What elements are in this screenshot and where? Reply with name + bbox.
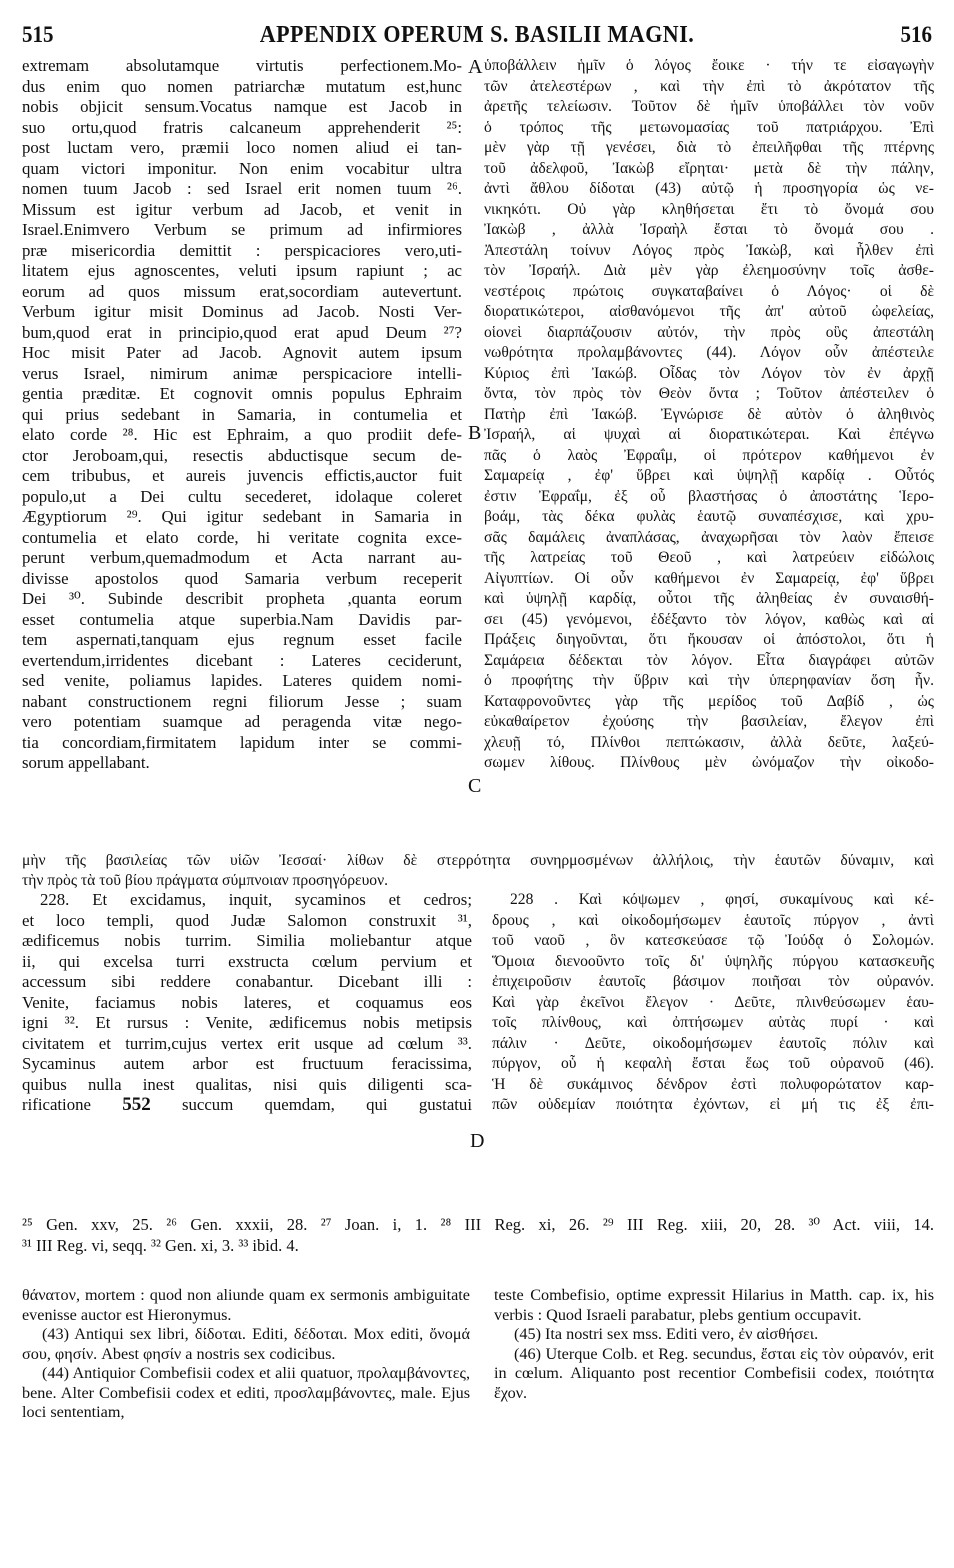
latin-line: Sycaminus autem arbor est fructuum feracissima, — [22, 1054, 472, 1073]
margin-letter-a: A — [468, 56, 483, 78]
greek-line: Πατὴρ ἐπὶ Ἰακώβ. Ἐγνώρισε δὲ αὐτὸν ὁ ἀληθινὸς — [484, 405, 934, 423]
latin-line: esset contumelia atque superbia.Nam Davidis par- — [22, 609, 462, 629]
latin-line: cem tribubus, et aureis juvencis effictis,auctor fuit — [22, 466, 462, 485]
greek-line: τοῦ ναοῦ , ὃν κατεσκεύασε τῷ Ἰούδᾳ ὁ Σολομών. — [492, 932, 934, 949]
greek-line: ὁ προφήτης τὴν ὕβριν καὶ τὴν ὑπερηφανίαν ὅση ἦν. — [484, 672, 934, 689]
greek-line: ἀρετῆς τελείωσιν. Τοῦτον δὲ ἡμῖν ὑποβάλλει τὸν νοῦν — [484, 98, 934, 115]
latin-line: bum,quod erat in principio,quod erat apud Deum ²⁷? — [22, 322, 462, 342]
latin-line: post luctam vero, præmii loco nomen aliud ei tan- — [22, 138, 462, 157]
greek-line: πᾶς ὁ λαὸς Ἐφραΐμ, οἱ πρότερον καθήμενοι ἐν — [484, 446, 934, 464]
latin-line: contumelia et elato corde, hi veritate cognita exce- — [22, 527, 462, 547]
latin-line: sorum appellabant. — [22, 753, 150, 772]
latin-line: Missum est igitur verbum ad Jacob, et venit in — [22, 199, 462, 219]
greek-line: βοάμ, τὰς δέκα φυλὰς ἑαυτῷ συναπέσχισε, καὶ χρυ- — [484, 508, 934, 525]
note-paragraph: teste Combefisio, optime expressit Hilarius in Matth. cap. ix, his verbis : Quod Israeli parabatur, plebs gentium occupavit. — [494, 1286, 934, 1324]
greek-line: Σαμαρείᾳ , ἐφ' ὕβρει καὶ ὑψηλῇ καρδίᾳ . Οὗτός — [484, 467, 934, 484]
scripture-footnotes — [22, 1214, 934, 1256]
latin-line: et loco templi, quod Judæ Salomon construxit ³¹, — [22, 910, 472, 930]
footnote-line: ³¹ III Reg. vi, seqq. ³² Gen. xi, 3. ³³ ibid. 4. — [22, 1236, 299, 1255]
latin-line: qui prius sedebant in Samaria, in contumelia et — [22, 404, 462, 424]
greek-line: σει (45) γενόμενοι, ἐδέξαντο τὸν λόγον, καθὼς καὶ αἱ — [484, 610, 934, 628]
editorial-notes-left — [22, 1286, 470, 1423]
latin-text: succum quemdam, qui gustatui — [181, 1095, 472, 1114]
note-paragraph: (45) Ita nostri sex mss. Editi vero, ἐν αἰσθήσει. — [514, 1325, 819, 1343]
greek-line: Ἡ δὲ συκάμινος δένδρον ἐστὶ πολυφορώτατον καρ- — [492, 1075, 934, 1093]
greek-line: Κύριος ἐπὶ Ἰακώβ. Οἶδας τὸν Λόγον τὸν ἐν ἀρχῇ — [484, 364, 934, 382]
latin-line: suo ortu,quod fratris calcaneum apprehenderit ²⁵: — [22, 117, 462, 137]
latin-line: ædificemus nobis turrim. Similia moliebantur atque — [22, 931, 472, 950]
latin-line: tem aspernati,tanquam ejus regnum esset facile — [22, 630, 462, 649]
latin-line: Verbum igitur misit Dominus ad Jacob. Nosti Ver- — [22, 302, 462, 321]
running-header — [22, 14, 932, 54]
footnote-line: ²⁵ Gen. xxv, 25. ²⁶ Gen. xxxii, 28. ²⁷ Joan. i, 1. ²⁸ III Reg. xi, 26. ²⁹ III Reg. xiii, 20, 28. ³⁰ Act. viii, 14. — [22, 1215, 934, 1234]
editorial-notes-right — [494, 1286, 934, 1403]
latin-line: verus Israel, nimirum animæ perspicaciore intelli- — [22, 363, 462, 383]
latin-line: Ægyptiorum ²⁹. Qui igitur sedebant in Samaria in — [22, 507, 462, 526]
greek-line: σᾶς δαμάλεις ἀναπλάσας, ἀναχωρῆσαι τὸν λαὸν ἔπεισε — [484, 528, 934, 546]
latin-column-top — [22, 56, 462, 774]
page-number-left: 515 — [22, 20, 54, 48]
greek-line: μὲν γὰρ τῇ γενέσει, διὰ τὸ ἐπειλῆφθαι τῆς πτέρνης — [484, 139, 934, 156]
greek-line: Καταφρονοῦντες γὰρ τῆς μερίδος τοῦ Δαβίδ , ὡς — [484, 692, 934, 710]
greek-line: δρους , καὶ οἰκοδομήσωμεν ἑαυτοῖς πύργον , ἀντὶ — [492, 911, 934, 929]
greek-line: πύργον, οὗ ἡ κεφαλὴ ἔσται ἕως τοῦ οὐρανοῦ (46). — [492, 1055, 934, 1072]
greek-line: Ὅμοια διενοοῦντο τοῖς δι' ὑψηλῆς πύργου κατασκευῆς — [492, 952, 934, 970]
greek-line: χλευῇ τό, Πλίνθοι πεπτώκασιν, ἀλλὰ δεῦτε, λαξεύ- — [484, 733, 934, 751]
greek-line: ἀντὶ ἄθλου δίδοται (43) αὐτῷ ἡ προσηγορία ὡς νε- — [484, 180, 934, 197]
latin-line: extremam absolutamque virtutis perfectionem.Mo- — [22, 56, 462, 75]
latin-line: Dei ³⁰. Subinde describit propheta ,quanta eorum — [22, 589, 462, 608]
latin-line: nobis objicit sensum.Vocatus namque est Jacob in — [22, 97, 462, 116]
latin-line: quibus nulla inest qualitas, nisi quis diligenti sca- — [22, 1074, 472, 1094]
greek-line: οἱονεὶ διαρπάζουσιν αὐτόν, τὴν πρὸς οὓς ἀπεστάλη — [484, 323, 934, 341]
greek-line: Σαμάρεια δέδεκται τὸν λόγον. Εἶτα διαγράφει αὐτῶν — [484, 651, 934, 669]
latin-line: tia concordiam,firmitatem lapidum inter se commi- — [22, 732, 462, 752]
latin-line: præ misericordia demittit : perspicaciores vero,uti- — [22, 240, 462, 260]
running-title: APPENDIX OPERUM S. BASILII MAGNI. — [259, 19, 695, 48]
latin-line: elato corde ²⁸. Hic est Ephraim, a quo prodiit defe- — [22, 425, 462, 444]
latin-line: igni ³². Et rursus : Venite, ædificemus nobis metipsis — [22, 1013, 472, 1032]
greek-line: ἐστιν Ἐφραΐμ, ἐξ οὗ βλαστήσας ὁ ἀποστάτης Ἱερο- — [484, 487, 934, 505]
greek-line: τῆς λατρείας τοῦ Θεοῦ , καὶ λατρεύειν εἰδώλοις — [484, 549, 934, 566]
latin-line: evertendum,irridentes dicebant : Lateres ceciderunt, — [22, 650, 462, 670]
greek-line: ὁ τρόπος τῆς μετωνομασίας τοῦ πατριάρχου. Ἐπὶ — [484, 118, 934, 136]
greek-line: νωθρότητα προλαμβάνοντες (44). Λόγον οὖν ἀπέστειλε — [484, 344, 934, 361]
margin-letter-b: B — [468, 422, 482, 444]
note-paragraph: (44) Antiquior Combefisii codex et alii quatuor, προλαμβάνοντες, bene. Alter Combefisii codex et editi, προσλαμβάνοντες, male. Ejus loci sententiam, — [22, 1364, 470, 1421]
greek-line: νικηκότι. Οὐ γὰρ κληθήσεται ἔτι τὸ ὄνομά σου — [484, 200, 934, 218]
greek-line: Ἰακὼβ , ἀλλὰ Ἰσραὴλ ἔσται τὸ ὄνομά σου . — [484, 221, 934, 238]
greek-line: ὄντα, τὸν πρὸς τὸν Θεὸν ὄντα ; Τοῦτον ἀπέστειλεν ὁ — [484, 385, 934, 402]
latin-line: nabant constructionem regni filiorum Jesse ; suam — [22, 691, 462, 711]
greek-line: Αἰγυπτίων. Οἱ οὖν καθήμενοι ἐν Σαμαρείᾳ, ἐφ' ὕβρει — [484, 569, 934, 587]
note-paragraph: θάνατον, mortem : quod non aliunde quam ex sermonis ambiguitate evenisse auctor est Hieronymus. — [22, 1286, 470, 1324]
greek-line: διορατικώτεροι, αἰσθανόμενοι τῆς ἀπ' αὐτοῦ ὠφελείας, — [484, 303, 934, 320]
latin-line-with-column-number — [22, 1095, 472, 1116]
latin-line: 228. Et excidamus, inquit, sycaminos et cedros; — [40, 890, 472, 909]
greek-line: Καὶ γὰρ ἐκεῖνοι ἔλεγον · Δεῦτε, πλινθεύσωμεν ἑαυ- — [492, 993, 934, 1011]
note-paragraph: (46) Uterque Colb. et Reg. secundus, ἔσται εἰς τὸν οὐρανόν, erit in cœlum. Aliquanto post recentior Combefisii codex, ποιότητα ἔχον. — [494, 1344, 934, 1402]
greek-line: τὸν Ἰσραήλ. Διὰ μὲν γὰρ ἐλεημοσύνην τοῖς ἀσθε- — [484, 262, 934, 279]
greek-line: Ἰσραήλ, αἱ ψυχαὶ αἱ διορατικώτεραι. Καὶ ἐπέγνω — [484, 426, 934, 443]
greek-column-bottom — [492, 890, 934, 1116]
latin-line: perunt verbum,quemadmodum et Acta narrant au- — [22, 548, 462, 567]
latin-line: vero potentiam suamque ad peragenda vitæ nego- — [22, 712, 462, 731]
latin-line: Hoc misit Pater ad Jacob. Agnovit autem ipsum — [22, 343, 462, 362]
greek-line: Πράξεις διηγοῦνται, ὅτι ἤκουσαν οἱ ἀπόστολοι, ὅτι ἡ — [484, 631, 934, 648]
greek-column-top — [484, 56, 934, 774]
greek-line: σωμεν λίθους. Πλίνθους μὲν ὠνόμαζον τὴν οἰκοδο- — [484, 754, 934, 771]
margin-letter-d: D — [470, 1130, 485, 1152]
greek-line: μὴν τῆς βασιλείας τῶν υἱῶν Ἰεσσαί· λίθων δὲ στερρότητα συνηρμοσμένων ἀλλήλοις, τὴν ἑαυτῶν δύναμιν, καὶ — [22, 852, 934, 869]
greek-line: τὴν πρὸς τὰ τοῦ βίου πράγματα σύμπνοιαν προσηγόρευον. — [22, 871, 389, 889]
latin-line: Venite, faciamus nobis lateres, et coquamus eos — [22, 992, 472, 1012]
latin-line: populo,ut a Dei cultu secederet, idolaque coleret — [22, 486, 462, 506]
latin-line: litatem ejus agnoscentes, veluti ipsum rapiunt ; ac — [22, 261, 462, 280]
greek-line: εὐκαθαίρετον ἐχούσης τὴν βασιλείαν, ἔλεγον ἐπὶ — [484, 713, 934, 730]
note-paragraph: (43) Antiqui sex libri, δίδοται. Editi, δέδοται. Mox editi, ὄνομά σου, φησίν. Abest φησίν a nostris sex codicibus. — [22, 1325, 470, 1363]
latin-column-bottom — [22, 890, 472, 1116]
greek-line: τοῦ ἀδελφοῦ, Ἰακὼβ εἴρηται· μετὰ δὲ τὴν πάλην, — [484, 159, 934, 177]
greek-line: καὶ ὑψηλῇ καρδίᾳ, οὗτοι τῆς ἀληθείας ἐν συναισθή- — [484, 590, 934, 607]
greek-line: τῶν ἀτελεστέρων , καὶ τὴν ἐπὶ τὸ ἀκρότατον τῆς — [484, 77, 934, 95]
greek-line: νεστέροις πρώτοις συγκαταβαίνει ὁ Λόγος· οἱ δὲ — [484, 282, 934, 300]
greek-line: πάλιν · Δεῦτε, οἰκοδομήσωμεν ἑαυτοῖς πόλιν καὶ — [492, 1034, 934, 1052]
greek-line: ὑποβάλλειν ἡμῖν ὁ λόγος ἔοικε · τήν τε εἰσαγωγὴν — [484, 57, 934, 74]
latin-line: dus enim quo nomen patriarchæ mutatum est,hunc — [22, 76, 462, 96]
latin-line: sed venite, poliamus lapides. Lateres quidem nomi- — [22, 671, 462, 690]
latin-line: gentia præditæ. Et cognovit omnis populus Ephraim — [22, 384, 462, 403]
greek-line: Ἀπεστάλη τοίνυν Λόγος πρὸς Ἰακὼβ, καὶ ἦλθεν ἐπὶ — [484, 241, 934, 259]
latin-line: Israel.Enimvero Verbum se primum ad infirmiores — [22, 220, 462, 239]
latin-line: ctor Jeroboam,qui, resectis abductisque secum de- — [22, 445, 462, 465]
latin-line: divisse apostolos quod Samaria verbum receperit — [22, 568, 462, 588]
greek-full-width — [22, 851, 934, 890]
latin-line: eorum ad quos missum erat,socordiam autevertunt. — [22, 281, 462, 301]
latin-line: civitatem et turrim,cujus vertex erit usque ad cœlum ³³. — [22, 1033, 472, 1053]
column-number: 552 — [122, 1094, 151, 1115]
latin-line: nomen tuum Jacob : sed Israel erit nomen tuum ²⁶. — [22, 179, 462, 198]
greek-line: τοῖς πλίνθους, καὶ ὀπτήσωμεν αὐτὰς πυρί · καὶ — [492, 1014, 934, 1031]
greek-line: 228 . Καὶ κόψωμεν , φησί, συκαμίνους καὶ κέ- — [510, 891, 934, 908]
latin-line: quam victori imponitur. Non enim vocabitur ultra — [22, 158, 462, 178]
latin-line: ii, qui excelsa turri exstructa cœlum pervium et — [22, 951, 472, 971]
margin-letter-c: C — [468, 775, 482, 797]
latin-line: accessum sibi reddere conabantur. Dicebant illi : — [22, 972, 472, 991]
greek-line: πῶν οὐδεμίαν ποιότητα ἐχόντων, εἰ μή τις ἐξ ἐπι- — [492, 1096, 934, 1113]
page-number-right: 516 — [900, 20, 932, 48]
greek-line: ἐπιχειροῦσιν ἑαυτοῖς βάσιμον ποιῆσαι τὸν οὐρανόν. — [492, 973, 934, 990]
latin-text: rificatione — [22, 1095, 91, 1114]
